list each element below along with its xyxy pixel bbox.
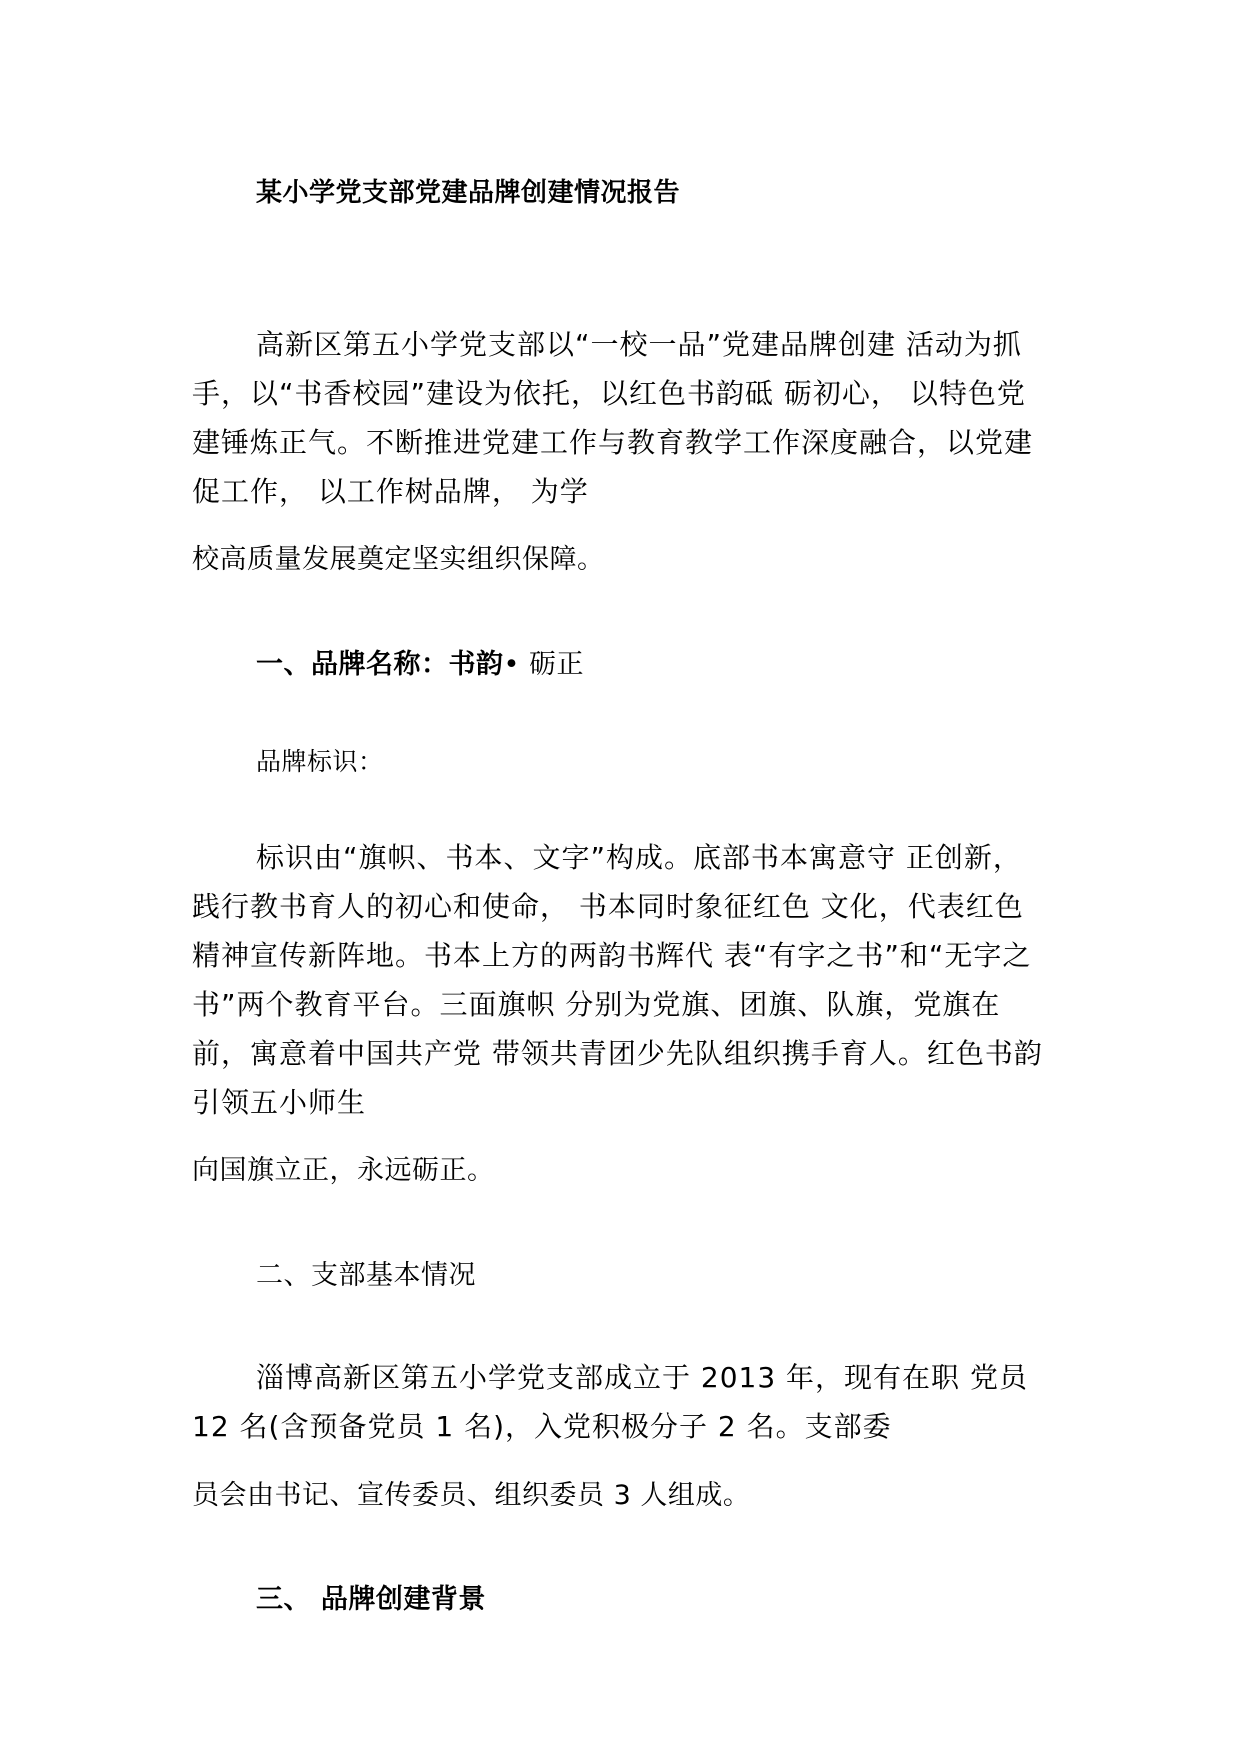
section1-heading-bold: 一、品牌名称：书韵 <box>256 649 504 680</box>
logo-tail: 向国旗立正，永远砺正。 <box>192 1155 495 1186</box>
section1-heading <box>256 642 584 681</box>
section2-text: 淄博高新区第五小学党支部成立于 2013 年，现有在职 党员 12 名(含预备党员 1 名)，入党积极分子 2 名。支部委 <box>192 1361 1028 1443</box>
intro-text: 高新区第五小学党支部以“一校一品”党建品牌创建 活动为抓手，以“书香校园”建设为依托，以红色书韵砥 砺初心， 以特色党建锤炼正气。不断推进党建工作与教育教学工作深度融合，以党建促工作， 以工作树品牌， 为学 <box>192 328 1034 508</box>
intro-paragraph <box>192 320 1052 516</box>
logo-text: 标识由“旗帜、书本、文字”构成。底部书本寓意守 正创新， 践行教书育人的初心和使命， 书本同时象征红色 文化，代表红色精神宣传新阵地。书本上方的两韵书辉代 表“有字之书”和“无字之书”两个教育平台。三面旗帜 分别为党旗、团旗、队旗，党旗在前，寓意着中国共产党 带领共青团少先队组织携手育人。红色书韵引领五小师生 <box>192 841 1043 1119</box>
logo-paragraph <box>192 833 1052 1127</box>
section2-heading: 二、支部基本情况 <box>256 1260 476 1291</box>
document-title: 某小学党支部党建品牌创建情况报告 <box>256 178 681 208</box>
logo-label: 品牌标识： <box>256 747 384 776</box>
intro-tail: 校高质量发展奠定坚实组织保障。 <box>192 544 605 575</box>
section2-paragraph <box>192 1353 1052 1451</box>
section3-heading: 三、 品牌创建背景 <box>256 1584 486 1615</box>
section2-tail: 员会由书记、宣传委员、组织委员 3 人组成。 <box>192 1480 751 1511</box>
section1-heading-rest: • 砺正 <box>503 649 585 680</box>
